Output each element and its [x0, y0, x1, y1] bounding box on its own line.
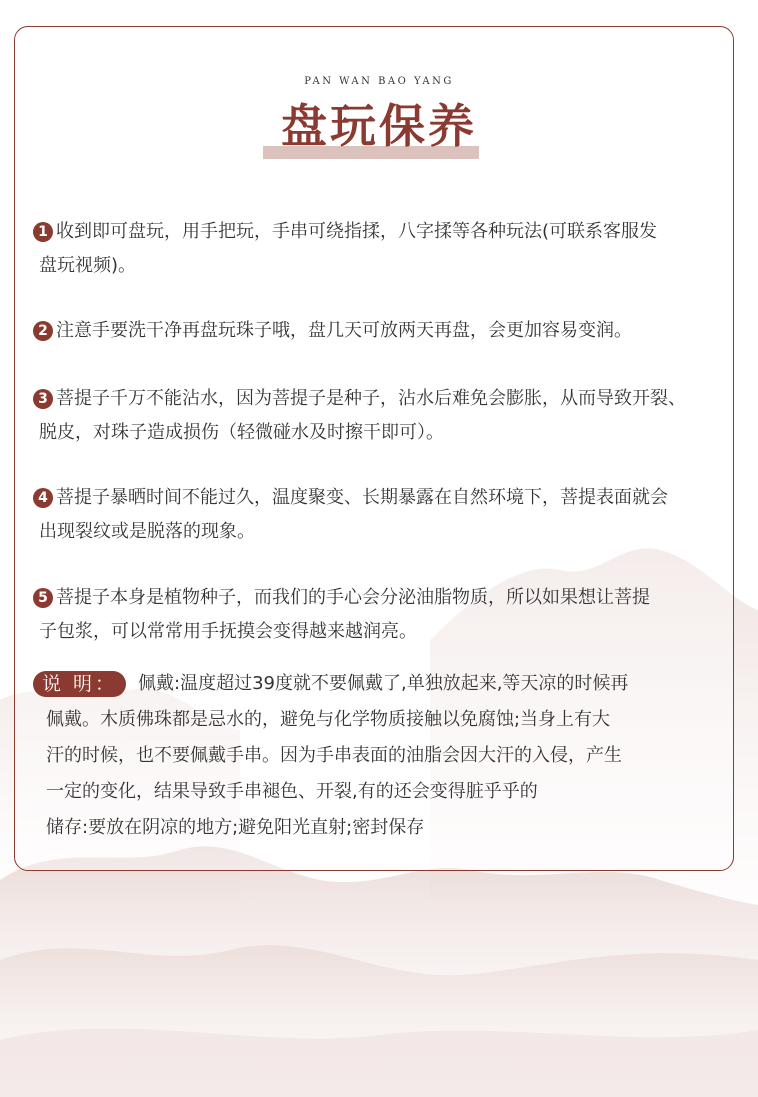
note-label: 说 明： [33, 671, 126, 697]
item-line: 收到即可盘玩，用手把玩，手串可绕指揉，八字揉等各种玩法(可联系客服发 [56, 221, 658, 242]
number-badge: 5 [33, 588, 53, 608]
item-line: 脱皮，对珠子造成损伤（轻微碰水及时擦干即可）。 [39, 422, 444, 443]
subtitle-pinyin: PAN WAN BAO YANG [304, 76, 454, 87]
list-item [33, 215, 723, 283]
number-badge: 2 [33, 321, 53, 341]
note-line: 一定的变化，结果导致手串褪色、开裂,有的还会变得脏乎乎的 [46, 781, 538, 802]
note-line: 汗的时候，也不要佩戴手串。因为手串表面的油脂会因大汗的入侵，产生 [46, 745, 622, 766]
item-line: 菩提子暴晒时间不能过久，温度聚变、长期暴露在自然环境下，菩提表面就会 [56, 487, 668, 508]
list-item [33, 382, 723, 450]
title-block [0, 96, 758, 166]
number-badge: 1 [33, 222, 53, 242]
item-line: 盘玩视频)。 [39, 255, 137, 276]
list-item [33, 481, 723, 549]
item-line: 菩提子千万不能沾水，因为菩提子是种子，沾水后难免会膨胀，从而导致开裂、 [56, 388, 686, 409]
list-item [33, 581, 723, 649]
item-line: 出现裂纹或是脱落的现象。 [39, 521, 255, 542]
note-line: 佩戴。木质佛珠都是忌水的，避免与化学物质接触以免腐蚀;当身上有大 [46, 709, 611, 730]
number-badge: 4 [33, 488, 53, 508]
list-item [33, 314, 723, 348]
item-line: 子包浆，可以常常用手抚摸会变得越来越润亮。 [39, 621, 417, 642]
page-title: 盘玩保养 [281, 99, 477, 153]
note-line: 佩戴:温度超过39度就不要佩戴了,单独放起来,等天凉的时候再 [138, 673, 629, 694]
number-badge: 3 [33, 389, 53, 409]
item-line: 菩提子本身是植物种子，而我们的手心会分泌油脂物质，所以如果想让菩提 [56, 587, 650, 608]
note-line: 储存:要放在阴凉的地方;避免阳光直射;密封保存 [46, 817, 425, 838]
item-line: 注意手要洗干净再盘玩珠子哦，盘几天可放两天再盘，会更加容易变润。 [56, 320, 632, 341]
